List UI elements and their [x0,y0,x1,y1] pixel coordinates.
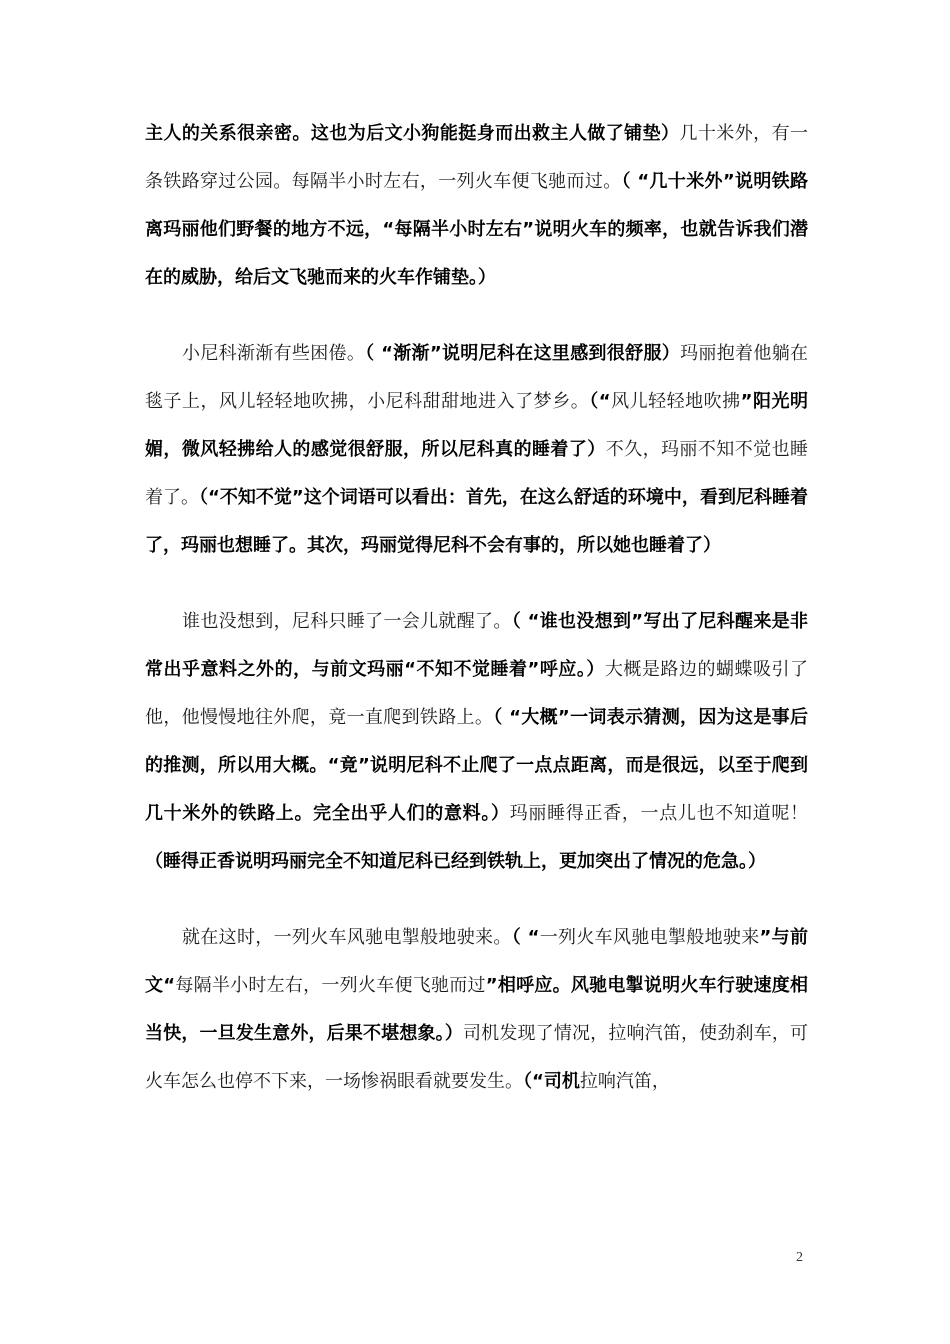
story-text: 拉响汽笛， [579,1071,670,1092]
annotation-text: （ “谁也没想到”写出了尼科醒来是非常出乎意料之外的，与前文玛丽“不知不觉睡着”呼应。） [145,611,808,680]
page-number: 2 [796,1250,803,1265]
annotation-text: ”相呼应。风驰电掣说明火车行驶速度相当快，一旦发生意外，后果不堪想象。） [145,975,808,1044]
annotation-text: （ “大概”一词表示猜测，因为这是事后的推测，所以用大概。“竟”说明尼科不止爬了一点点距离，而是很远，以至于爬到几十米外的铁路上。完全出乎人们的意料。） [145,707,808,824]
paragraph-1 [145,110,808,302]
annotation-text: （ “几十米外”说明铁路离玛丽他们野餐的地方不远，“每隔半小时左右”说明火车的频率，也就告诉我们潜在的威胁，给后文飞驰而来的火车作铺垫。） [145,171,808,288]
annotation-text: 主人的关系很亲密。这也为后文小狗能挺身而出救主人做了铺垫） [145,123,680,144]
annotation-text: ”阳光明媚，微风轻拂给人的感觉很舒服，所以尼科真的睡着了） [145,391,808,460]
paragraph-3 [145,598,808,886]
story-text: 司机发现了情况，拉响汽笛，使劲刹车，可火车怎么也停不下来，一场惨祸眼看就要发生。 [145,1023,808,1092]
story-text: 就在这时，一列火车风驰电掣般地驶来。 [182,927,512,948]
annotation-text: （“司机 [523,1071,580,1092]
story-text: 几十米外，有一条铁路穿过公园。每隔半小时左右，一列火车便飞驰而过。 [145,123,809,192]
annotation-text: ”与前文“ [145,927,808,996]
story-text: 风儿轻轻地吹拂 [610,391,741,412]
annotation-text: （“不知不觉”这个词语可以看出：首先，在这么舒适的环境中，看到尼科睡着了，玛丽也想睡了。其次，玛丽觉得尼科不会有事的，所以她也睡着了） [145,487,808,556]
story-text: 玛丽抱着他躺在毯子上，风儿轻轻地吹拂，小尼科甜甜地进入了梦乡。 [145,343,809,412]
story-text: 玛丽睡得正香，一点儿也不知道呢！ [509,803,809,824]
annotation-text: （ “渐渐”说明尼科在这里感到很舒服） [365,343,681,364]
story-text: 小尼科渐渐有些困倦。 [182,343,366,364]
story-text: 不久，玛丽不知不觉也睡着了。 [145,439,809,508]
story-text: 谁也没想到，尼科只睡了一会儿就醒了。 [182,611,512,632]
story-text: 大概是路边的蝴蝶吸引了他，他慢慢地往外爬，竟一直爬到铁路上。 [145,659,808,728]
annotation-text: （睡得正香说明玛丽完全不知道尼科已经到铁轨上，更加突出了情况的危急。） [145,851,766,872]
annotation-text: （ “ [511,927,540,948]
document-page [145,110,808,1134]
story-text: 每隔半小时左右，一列火车便飞驰而过 [175,975,486,996]
paragraph-4 [145,914,808,1106]
paragraph-2 [145,330,808,570]
story-text: 一列火车风驰电掣般地驶来 [539,927,760,948]
annotation-text: （“ [589,391,611,412]
